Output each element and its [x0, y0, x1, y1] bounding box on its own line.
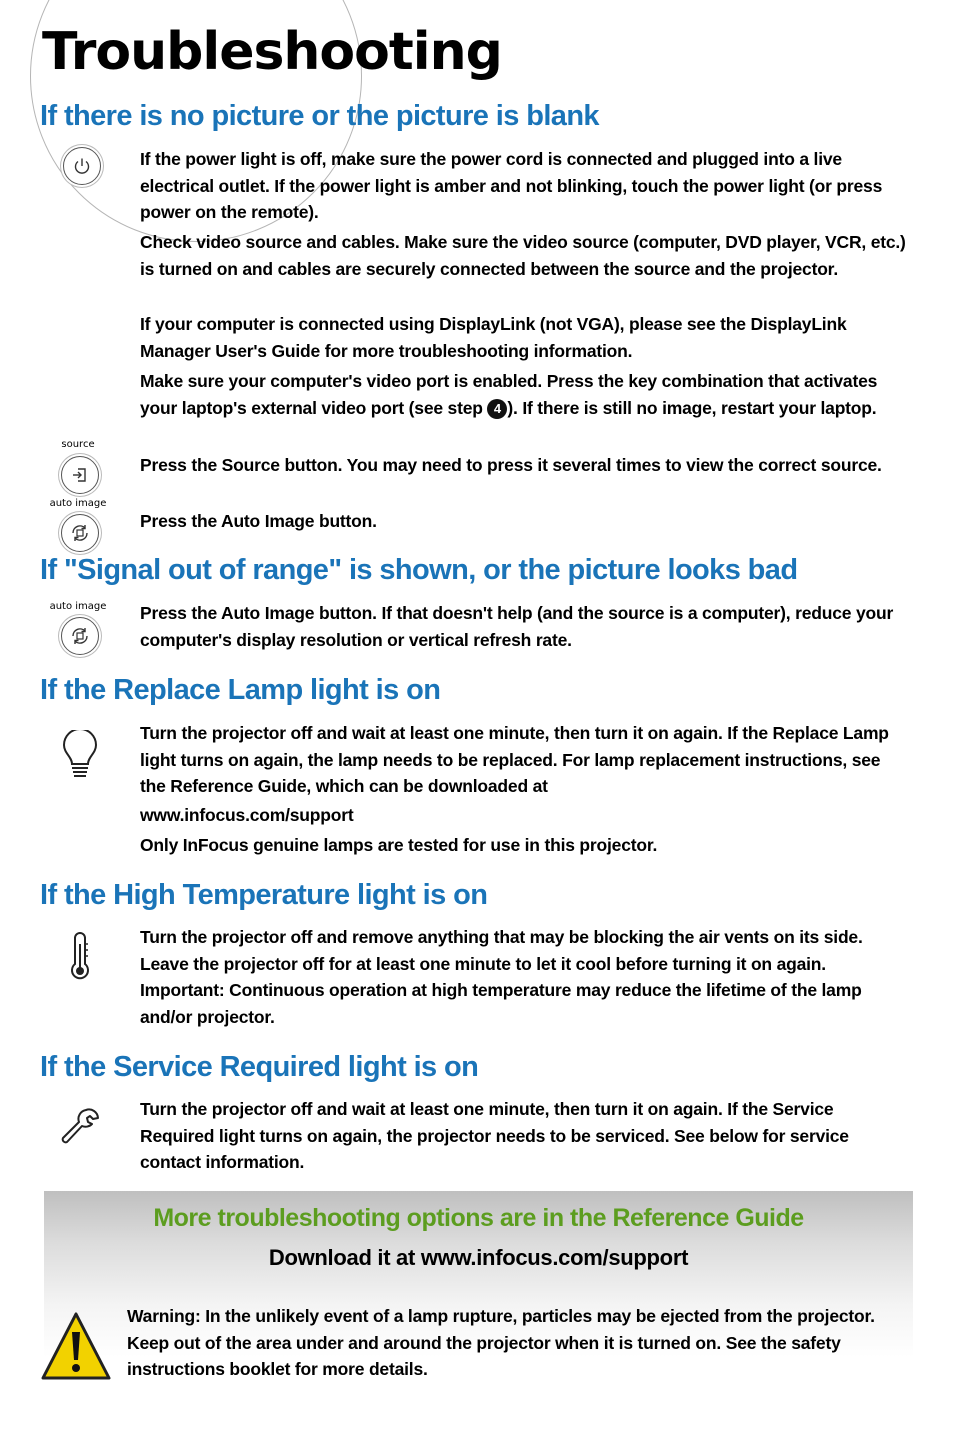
heading-replace-lamp: If the Replace Lamp light is on	[40, 674, 441, 706]
step-number-badge: 4	[487, 399, 507, 419]
para-displaylink: If your computer is connected using DisplayLink (not VGA), please see the DisplayLink Manager User's Guide for more troubleshooting information.	[140, 314, 847, 361]
source-icon	[61, 456, 99, 494]
support-link[interactable]: www.infocus.com/support	[140, 805, 354, 825]
page-title: Troubleshooting	[42, 22, 502, 82]
heading-no-picture: If there is no picture or the picture is blank	[40, 100, 599, 132]
auto-image-button-label-2: auto image	[49, 601, 107, 612]
para-service-required: Turn the projector off and wait at least one minute, then turn it on again. If the Service Required light turns on again, the projector needs to be serviced. See below for service contact information.	[140, 1099, 849, 1172]
para-video-port	[140, 368, 910, 421]
reference-panel-title: More troubleshooting options are in the Reference Guide	[153, 1204, 804, 1232]
warning-icon	[40, 1310, 112, 1382]
para-auto-image-button: Press the Auto Image button.	[140, 511, 377, 531]
power-icon	[63, 147, 101, 185]
para-high-temperature: Turn the projector off and remove anything that may be blocking the air vents on its side. Leave the projector off for at least one minute to let it cool before turning it on again. Important: Continuous operation at high temperature may reduce the lifetime of the lamp and/or projector.	[140, 927, 863, 1027]
para-video-port-text: Make sure your computer's video port is enabled. Press the key combination that activates your laptop's external video port (see step	[140, 371, 878, 418]
para-replace-lamp: Turn the projector off and wait at least one minute, then turn it on again. If the Replace Lamp light turns on again, the lamp needs to be replaced. For lamp replacement instructions, see the Reference Guide, which can be downloaded at	[140, 723, 889, 796]
para-source-button: Press the Source button. You may need to press it several times to view the correct source.	[140, 455, 882, 475]
thermometer-icon	[68, 932, 92, 982]
para-power-light: If the power light is off, make sure the power cord is connected and plugged into a live electrical outlet. If the power light is amber and not blinking, touch the power light (or press power on the remote).	[140, 149, 883, 222]
heading-service-required: If the Service Required light is on	[40, 1051, 479, 1083]
source-button-label: source	[61, 439, 95, 450]
para-check-cables: Check video source and cables. Make sure the video source (computer, DVD player, VCR, etc.) is turned on and cables are securely connected between the source and the projector.	[140, 232, 906, 279]
warning-text: Warning: In the unlikely event of a lamp rupture, particles may be ejected from the projector. Keep out of the area under and around the projector when it is turned on. See the safety instructions booklet for more details.	[127, 1306, 875, 1379]
reference-panel-subtitle: Download it at www.infocus.com/support	[268, 1245, 689, 1270]
wrench-icon	[58, 1104, 102, 1148]
lamp-icon	[60, 730, 100, 782]
auto-image-icon	[61, 617, 99, 655]
para-signal-range: Press the Auto Image button. If that doesn't help (and the source is a computer), reduce your computer's display resolution or vertical refresh rate.	[140, 603, 894, 650]
auto-image-icon	[61, 514, 99, 552]
para-genuine-lamps: Only InFocus genuine lamps are tested for use in this projector.	[140, 835, 658, 855]
heading-high-temperature: If the High Temperature light is on	[40, 879, 488, 911]
auto-image-button-label: auto image	[49, 498, 107, 509]
para-video-port-text-end: ). If there is still no image, restart your laptop.	[507, 397, 877, 418]
heading-signal-out-of-range: If "Signal out of range" is shown, or the picture looks bad	[40, 554, 798, 586]
